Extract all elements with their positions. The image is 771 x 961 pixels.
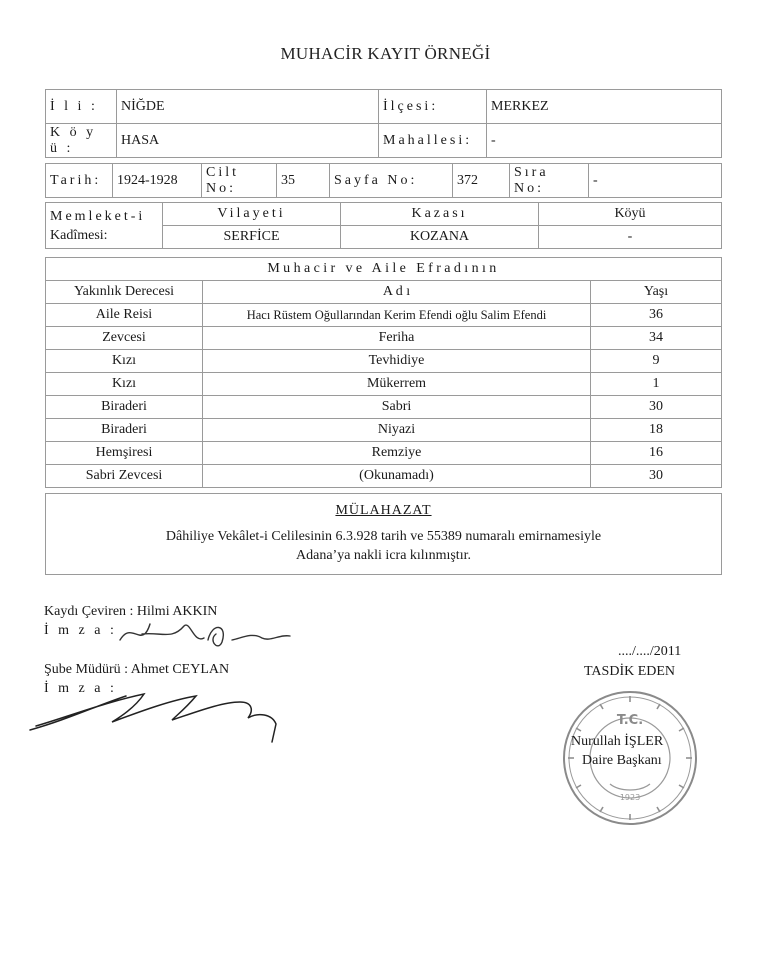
approver-title: Daire Başkanı bbox=[582, 753, 662, 768]
memleket-label-line2: Kadîmesi: bbox=[50, 227, 108, 243]
sayfa-label: Sayfa No: bbox=[330, 164, 453, 198]
tarih-value: 1924-1928 bbox=[113, 164, 202, 198]
remarks-line-2: Adana’ya nakli icra kılınmıştır. bbox=[296, 548, 471, 563]
person-row bbox=[46, 465, 722, 488]
cilt-label: Cilt No: bbox=[202, 164, 277, 198]
approver-name: Nurullah İŞLER bbox=[571, 734, 664, 749]
person-relation: Sabri Zevcesi bbox=[46, 465, 203, 488]
record-table bbox=[45, 163, 722, 198]
person-relation: Kızı bbox=[46, 350, 203, 373]
memleket-header-row bbox=[46, 203, 722, 226]
record-row bbox=[46, 164, 722, 198]
kaza-header: Kazası bbox=[341, 203, 539, 226]
il-label: İ l i : bbox=[46, 90, 117, 124]
memleket-label-line1: Memleket-i bbox=[50, 208, 146, 224]
sira-label: Sıra No: bbox=[510, 164, 589, 198]
person-relation: Hemşiresi bbox=[46, 442, 203, 465]
remarks-title: MÜLAHAZAT bbox=[335, 503, 432, 518]
person-age: 36 bbox=[591, 304, 722, 327]
transcriber-signature-label: İ m z a : bbox=[44, 623, 117, 638]
person-age: 30 bbox=[591, 396, 722, 419]
record-transcriber: Kaydı Çeviren : Hilmi AKKIN bbox=[44, 604, 218, 619]
person-row bbox=[46, 327, 722, 350]
person-age: 9 bbox=[591, 350, 722, 373]
location-row-1 bbox=[46, 90, 722, 124]
person-relation: Biraderi bbox=[46, 396, 203, 419]
remarks-box bbox=[45, 493, 722, 575]
seal-number: 1923 bbox=[619, 793, 641, 802]
location-table bbox=[45, 89, 722, 158]
person-row bbox=[46, 373, 722, 396]
person-row bbox=[46, 396, 722, 419]
person-name: Niyazi bbox=[203, 419, 591, 442]
person-relation: Aile Reisi bbox=[46, 304, 203, 327]
person-name: (Okunamadı) bbox=[203, 465, 591, 488]
mahalle-label: Mahallesi: bbox=[379, 124, 487, 158]
persons-table bbox=[45, 257, 722, 488]
persons-header-row bbox=[46, 281, 722, 304]
name-column-header: A d ı bbox=[203, 281, 591, 304]
tarih-label: Tarih: bbox=[46, 164, 113, 198]
person-row bbox=[46, 350, 722, 373]
sayfa-value: 372 bbox=[453, 164, 510, 198]
memleket-koy-value: - bbox=[539, 226, 722, 249]
location-row-2 bbox=[46, 124, 722, 158]
person-name: Sabri bbox=[203, 396, 591, 419]
remarks-line-1: Dâhiliye Vekâlet-i Celilesinin 6.3.928 tarih ve 55389 numaralı emirnamesiyle bbox=[165, 529, 602, 544]
person-age: 34 bbox=[591, 327, 722, 350]
mahalle-value: - bbox=[487, 124, 722, 158]
person-name: Hacı Rüstem Oğullarından Kerim Efendi oğlu Salim Efendi bbox=[203, 304, 591, 327]
kaza-value: KOZANA bbox=[341, 226, 539, 249]
person-row bbox=[46, 442, 722, 465]
ilce-label: İlçesi: bbox=[379, 90, 487, 124]
approval-label: TASDİK EDEN bbox=[584, 664, 676, 679]
age-column-header: Yaşı bbox=[591, 281, 722, 304]
person-age: 18 bbox=[591, 419, 722, 442]
person-relation: Biraderi bbox=[46, 419, 203, 442]
seal-center-text: T.C. bbox=[616, 713, 644, 728]
memleket-label bbox=[46, 203, 163, 249]
koy-label: K ö y ü : bbox=[46, 124, 117, 158]
sira-value: - bbox=[589, 164, 722, 198]
manager-signature-icon bbox=[26, 684, 296, 754]
person-name: Remziye bbox=[203, 442, 591, 465]
branch-manager: Şube Müdürü : Ahmet CEYLAN bbox=[44, 662, 230, 677]
relation-column-header: Yakınlık Derecesi bbox=[46, 281, 203, 304]
person-relation: Kızı bbox=[46, 373, 203, 396]
person-name: Tevhidiye bbox=[203, 350, 591, 373]
vilayet-header: Vilayeti bbox=[163, 203, 341, 226]
person-name: Mükerrem bbox=[203, 373, 591, 396]
koy-value: HASA bbox=[117, 124, 379, 158]
manager-signature-label: İ m z a : bbox=[44, 681, 117, 696]
memleket-table bbox=[45, 202, 722, 249]
person-relation: Zevcesi bbox=[46, 327, 203, 350]
cilt-value: 35 bbox=[277, 164, 330, 198]
person-age: 1 bbox=[591, 373, 722, 396]
memleket-koy-header: Köyü bbox=[539, 203, 722, 226]
approval-date: ..../..../2011 bbox=[618, 644, 682, 659]
person-row bbox=[46, 419, 722, 442]
persons-caption: Muhacir ve Aile Efradının bbox=[46, 258, 722, 281]
person-row bbox=[46, 304, 722, 327]
persons-caption-row bbox=[46, 258, 722, 281]
person-age: 30 bbox=[591, 465, 722, 488]
il-value: NİĞDE bbox=[117, 90, 379, 124]
document-title: MUHACİR KAYIT ÖRNEĞİ bbox=[280, 44, 491, 63]
person-age: 16 bbox=[591, 442, 722, 465]
vilayet-value: SERFİCE bbox=[163, 226, 341, 249]
transcriber-signature-icon bbox=[112, 610, 312, 660]
ilce-value: MERKEZ bbox=[487, 90, 722, 124]
person-name: Feriha bbox=[203, 327, 591, 350]
